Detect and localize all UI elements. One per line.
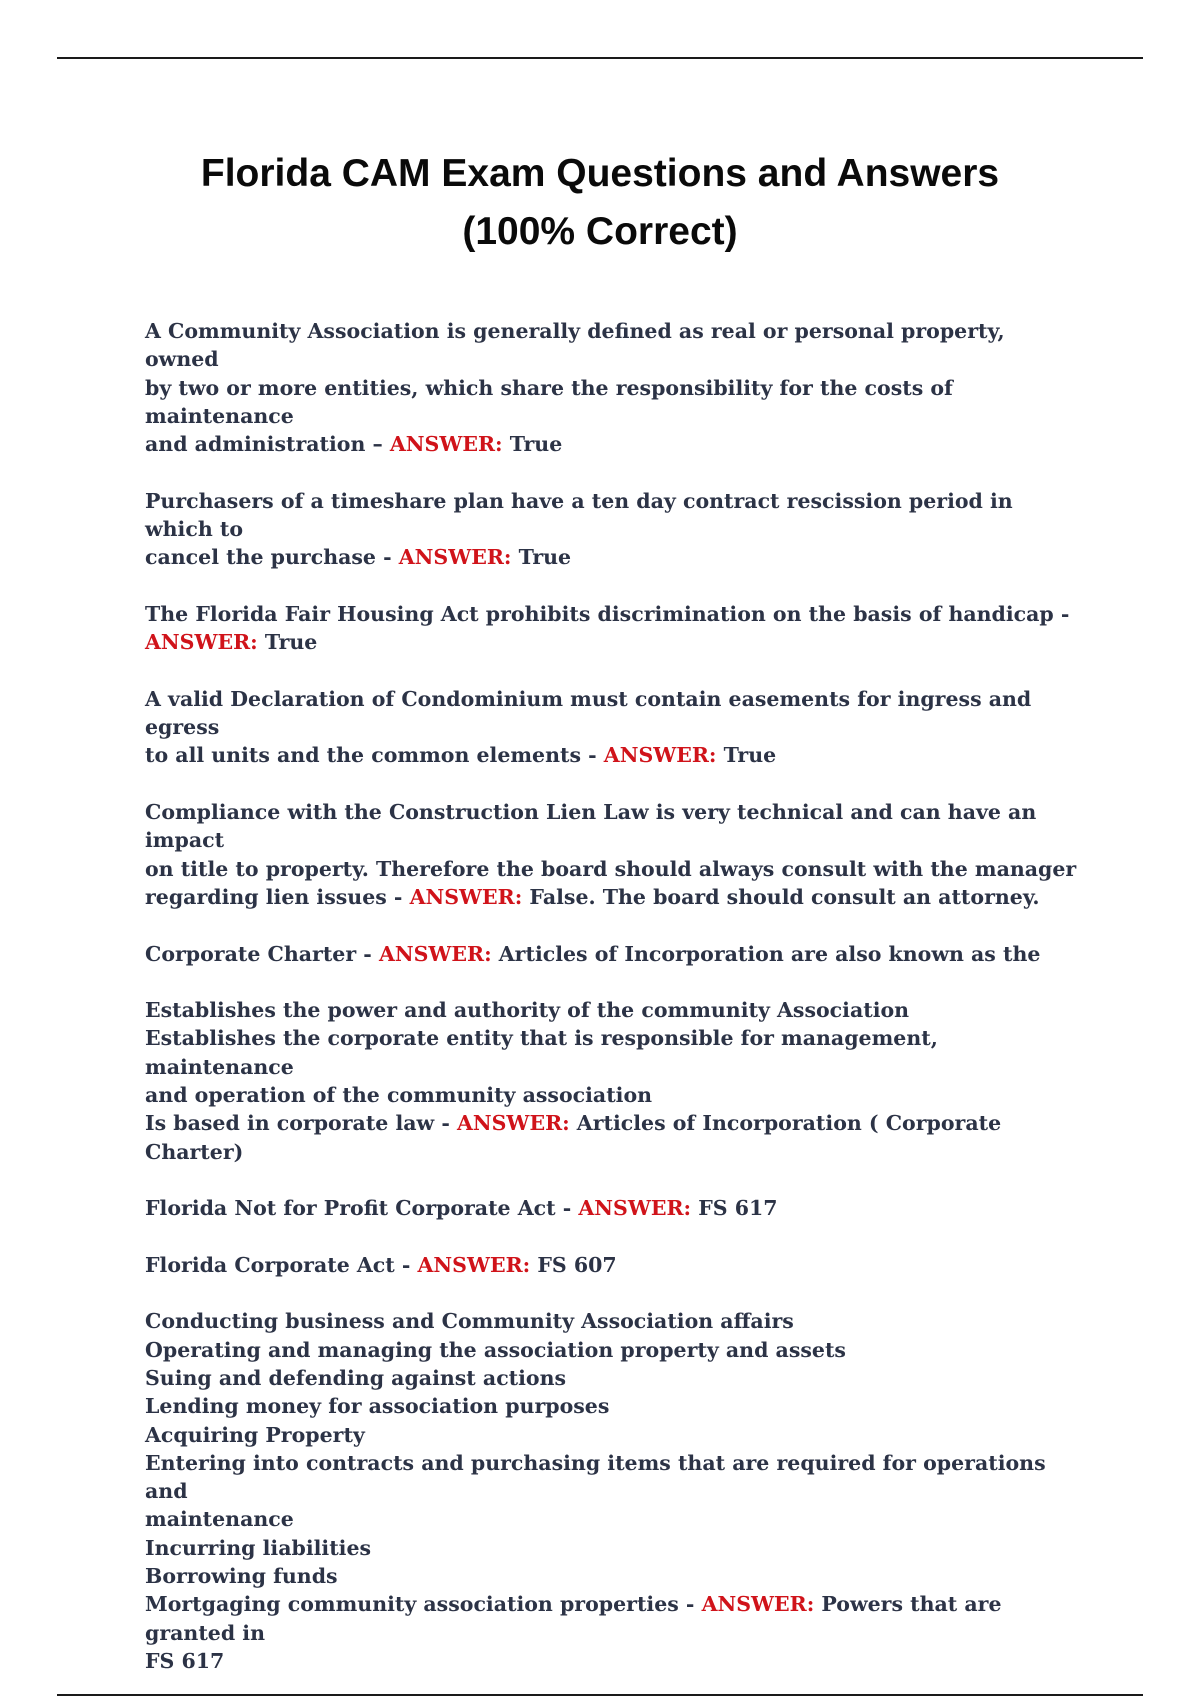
question-line (145, 1251, 1085, 1279)
answer-label: ANSWER: (701, 1592, 815, 1617)
answer-text: True (716, 743, 777, 768)
qa-list (145, 317, 1085, 1704)
answer-label: ANSWER: (456, 1111, 570, 1136)
question-text: regarding lien issues - (145, 884, 410, 909)
question-text: Entering into contracts and purchasing items that are required for operations and (145, 1450, 1046, 1504)
qa-item (145, 798, 1085, 911)
answer-text: True (511, 545, 572, 570)
question-text: Florida Corporate Act - (145, 1252, 418, 1277)
question-text: Borrowing funds (145, 1564, 338, 1589)
qa-item (145, 1251, 1085, 1279)
qa-item (145, 996, 1085, 1166)
question-text: A valid Declaration of Condominium must contain easements for ingress and egress (145, 686, 1032, 740)
answer-text: Articles of Incorporation are also known as the (491, 941, 1041, 966)
title-line-1: Florida CAM Exam Questions and Answers (200, 152, 1000, 195)
question-line (145, 940, 1085, 968)
question-line (145, 628, 1085, 656)
question-line (145, 1336, 1085, 1364)
question-line (145, 1307, 1085, 1335)
question-line (145, 1534, 1085, 1562)
answer-text: FS 617 (691, 1196, 778, 1221)
question-line (145, 685, 1085, 742)
question-line (145, 1505, 1085, 1533)
question-text: Florida Not for Profit Corporate Act - (145, 1196, 579, 1221)
qa-item (145, 487, 1085, 572)
question-line (145, 1449, 1085, 1506)
question-text: Is based in corporate law - (145, 1111, 457, 1136)
qa-item (145, 1307, 1085, 1675)
question-text: Purchasers of a timeshare plan have a ten day contract rescission period in which to (145, 488, 1013, 542)
question-text: The Florida Fair Housing Act prohibits discrimination on the basis of handicap - (145, 601, 1070, 626)
title-line-2: (100% Correct) (462, 210, 738, 253)
question-text: A Community Association is generally defined as real or personal property, owned (145, 319, 1005, 372)
question-text: Establishes the power and authority of the community Association (145, 998, 910, 1023)
question-line (145, 543, 1085, 571)
question-line (145, 996, 1085, 1024)
qa-item (145, 1194, 1085, 1222)
question-text: Suing and defending against actions (145, 1365, 567, 1390)
answer-label: ANSWER: (578, 1196, 692, 1221)
question-line (145, 600, 1085, 628)
answer-text: Articles of Incorporation ( Corporate Charter) (145, 1111, 1002, 1164)
question-line (145, 374, 1085, 431)
question-text: by two or more entities, which share the responsibility for the costs of maintenance (145, 375, 953, 428)
answer-text: FS 607 (530, 1252, 617, 1277)
question-line (145, 1421, 1085, 1449)
answer-continuation: FS 617 (145, 1648, 225, 1673)
question-text: Incurring liabilities (145, 1535, 372, 1560)
question-line (145, 1024, 1085, 1081)
question-line (145, 798, 1085, 855)
qa-item (145, 685, 1085, 770)
question-text: cancel the purchase - (145, 545, 399, 570)
page-title (0, 145, 1200, 261)
answer-label: ANSWER: (145, 630, 258, 655)
question-text: Establishes the corporate entity that is responsible for management, maintenance (145, 1026, 938, 1079)
answer-label: ANSWER: (409, 884, 523, 909)
question-line (145, 1109, 1085, 1166)
question-line (145, 855, 1085, 883)
question-line (145, 1590, 1085, 1647)
answer-text: True (257, 630, 318, 655)
question-line (145, 1562, 1085, 1590)
bottom-rule (57, 1694, 1143, 1696)
answer-text: Powers that are granted in (145, 1592, 1002, 1645)
top-rule (57, 57, 1143, 59)
question-line (145, 1081, 1085, 1109)
question-text: and administration – (145, 432, 390, 457)
qa-item (145, 600, 1085, 657)
question-line (145, 883, 1085, 911)
question-text: Operating and managing the association property and assets (145, 1337, 846, 1362)
answer-label: ANSWER: (389, 432, 503, 457)
answer-text: False. The board should consult an attorney. (522, 884, 1040, 909)
question-text: Mortgaging community association properties - (145, 1592, 702, 1617)
question-text: Corporate Charter - (145, 941, 379, 966)
question-text: Acquiring Property (145, 1422, 365, 1447)
question-text: to all units and the common elements - (145, 743, 604, 768)
answer-label: ANSWER: (603, 743, 717, 768)
answer-label: ANSWER: (398, 545, 512, 570)
question-line (145, 1364, 1085, 1392)
qa-item (145, 940, 1085, 968)
answer-label: ANSWER: (378, 941, 492, 966)
answer-text: True (502, 432, 563, 457)
question-text: Conducting business and Community Association affairs (145, 1309, 794, 1334)
question-line (145, 317, 1085, 374)
answer-label: ANSWER: (417, 1252, 531, 1277)
question-text: and operation of the community association (145, 1083, 653, 1108)
question-line (145, 741, 1085, 769)
question-line (145, 430, 1085, 458)
qa-item (145, 317, 1085, 458)
question-text: Compliance with the Construction Lien Law is very technical and can have an impact (145, 800, 1037, 853)
question-text: Lending money for association purposes (145, 1394, 610, 1419)
question-line (145, 1392, 1085, 1420)
question-line (145, 1194, 1085, 1222)
question-text: maintenance (145, 1507, 294, 1532)
question-line (145, 487, 1085, 544)
question-text: on title to property. Therefore the board should always consult with the manager (145, 856, 1077, 881)
